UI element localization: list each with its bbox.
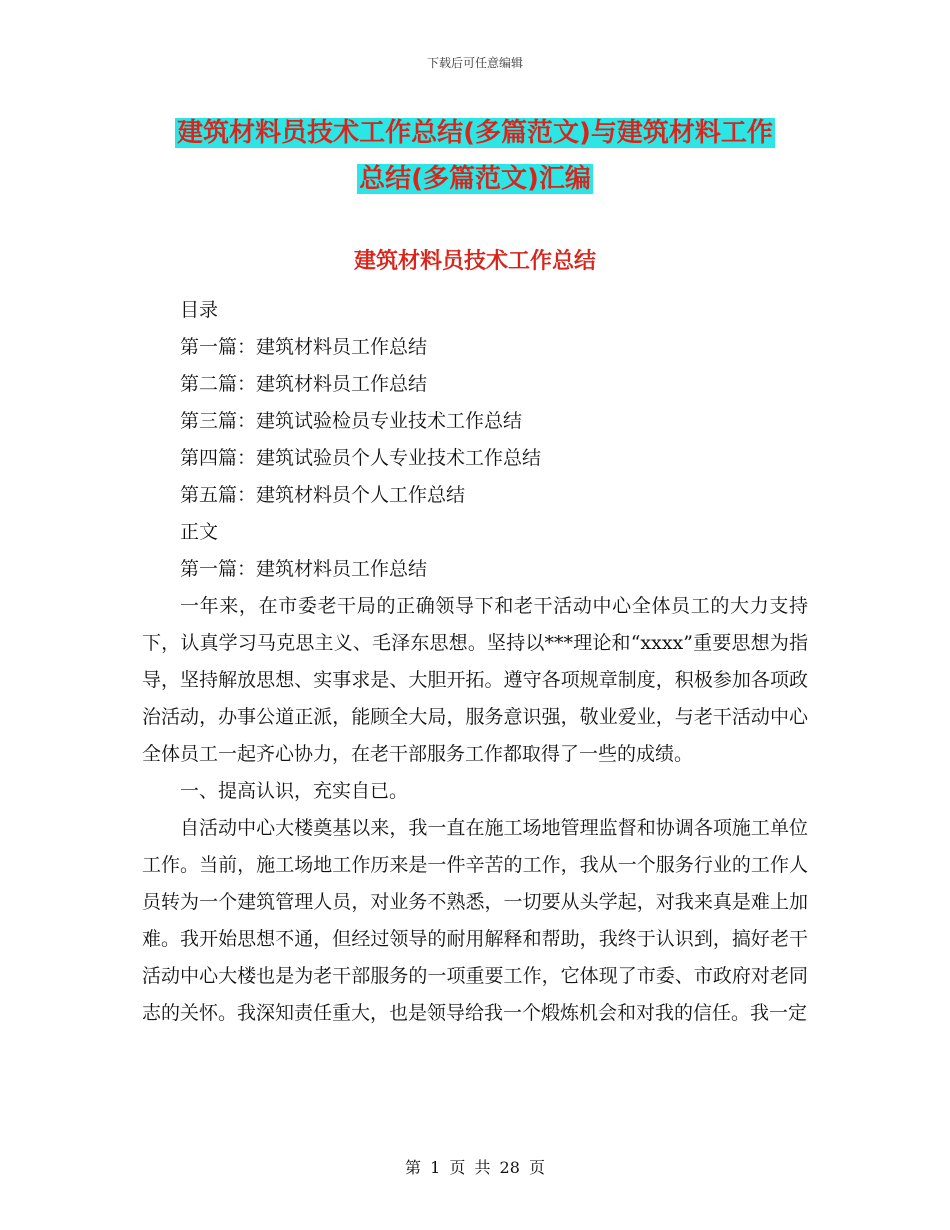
body-paragraph: 一年来，在市委老干局的正确领导下和老干活动中心全体员工的大力支持下，认真学习马克思主义、毛泽东思想。坚持以***理论和“xxxx”重要思想为指导，坚持解放思想、实事求是、大胆开拓。遵守各项规章制度，积极参加各项政治活动，办事公道正派，能顾全大局，服务意识强，敬业爱业，与老干活动中心全体员工一起齐心协力，在老干部服务工作都取得了一些的成绩。 [142,595,808,765]
toc-item: 第五篇：建筑材料员个人工作总结 [180,484,466,506]
body-paragraph: 一、提高认识，充实自已。 [180,780,409,802]
body-heading: 正文 [180,521,219,543]
toc-item: 第四篇：建筑试验员个人专业技术工作总结 [180,447,542,469]
page-footer: 第 1 页 共 28 页 [405,1158,545,1177]
toc-item: 第一篇：建筑材料员工作总结 [180,336,428,358]
toc-item: 第三篇：建筑试验检员专业技术工作总结 [180,410,523,432]
toc-item: 第二篇：建筑材料员工作总结 [180,373,428,395]
title-line-2: 总结(多篇范文)汇编 [359,164,591,194]
document-content [142,292,808,1032]
section-title: 第一篇：建筑材料员工作总结 [180,558,428,580]
toc-heading: 目录 [180,299,219,321]
header-note: 下载后可任意编辑 [426,56,523,70]
document-title [140,110,810,202]
body-paragraph: 自活动中心大楼奠基以来，我一直在施工场地管理监督和协调各项施工单位工作。当前，施工场地工作历来是一件辛苦的工作，我从一个服务行业的工作人员转为一个建筑管理人员，对业务不熟悉，一切要从头学起，对我来真是难上加难。我开始思想不通，但经过领导的耐用解释和帮助，我终于认识到，搞好老干活动中心大楼也是为老干部服务的一项重要工作，它体现了市委、市政府对老同志的关怀。我深知责任重大，也是领导给我一个煅炼机会和对我的信任。我一定 [142,817,808,1024]
section-subtitle: 建筑材料员技术工作总结 [353,249,596,274]
title-line-1: 建筑材料员技术工作总结(多篇范文)与建筑材料工作 [177,118,773,148]
